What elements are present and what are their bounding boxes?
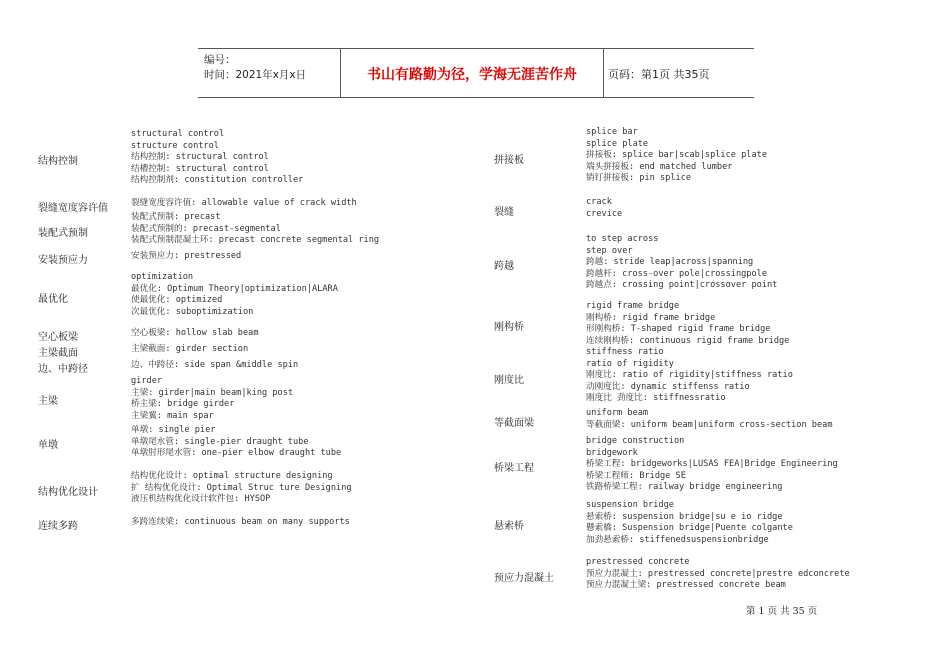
entry-term: 空心板梁: [38, 332, 78, 343]
entry-term: 最优化: [38, 294, 68, 305]
entry-defs: [586, 436, 838, 494]
entry-def: 主梁截面: girder section: [131, 344, 249, 354]
entry-def: to step across: [586, 234, 659, 244]
entry-def: 刚度比 劲度比: stiffnessratio: [586, 393, 726, 403]
entry-def: 主梁翼: main spar: [131, 410, 214, 421]
entry-def: crack: [586, 197, 612, 207]
time-label: 时间：2021年x月x日: [204, 69, 307, 81]
entry-def: 结构优化设计: optimal structure designing: [131, 471, 333, 481]
entry-term: 预应力混凝土: [494, 573, 554, 584]
entry-def: rigid frame bridge: [586, 301, 680, 311]
entry-term: 边、中跨径: [38, 364, 88, 375]
entry-def: 结槽控制: structural control: [131, 163, 269, 174]
entry-defs: [586, 127, 767, 185]
entry-def: 拼接板: splice bar|scab|splice plate: [586, 150, 767, 160]
entry-def: step over: [586, 245, 633, 256]
entry-def: 桥梁工程师: Bridge SE: [586, 470, 686, 481]
entry-term: 主梁: [38, 396, 58, 407]
entry-defs: [131, 517, 350, 529]
entry-defs: [131, 328, 259, 340]
entry-def: 单墩尾水管: single-pier draught tube: [131, 436, 309, 447]
entry-defs: [131, 360, 298, 372]
entry-term: 裂缝: [494, 207, 514, 218]
entry-def: 连续刚构桥: continuous rigid frame bridge: [586, 335, 790, 346]
entry-def: bridgework: [586, 447, 638, 458]
entry-def: 边、中跨径: side span &middle spin: [131, 360, 299, 370]
entry-def: 单墩肘形尾水管: one-pier elbow draught tube: [131, 448, 342, 458]
entry-defs: [586, 557, 850, 592]
page-label: 页码：第1页 共35页: [608, 68, 710, 81]
entry-def: 销钉拼接板: pin splice: [586, 173, 692, 183]
entry-def: 空心板梁: hollow slab beam: [131, 328, 259, 338]
header-motto-cell: [340, 49, 604, 97]
entry-defs: [586, 408, 833, 431]
entry-def: 预应力混凝土: prestressed concrete|prestre edconcrete: [586, 568, 850, 579]
entry-def: 跨越: stride leap|across|spanning: [586, 257, 754, 267]
entry-def: 懸索橋: Suspension bridge|Puente colgante: [586, 523, 793, 533]
entry-def: 跨越杆: cross-over pole|crossingpole: [586, 268, 767, 279]
header-meta-cell: [198, 49, 340, 97]
entry-term: 结构控制: [38, 156, 78, 167]
entry-def: structure control: [131, 140, 219, 151]
entry-def: 悬索桥: suspension bridge|su e io ridge: [586, 511, 783, 522]
entry-term: 等截面梁: [494, 418, 534, 429]
entry-def: 使最优化: optimized: [131, 295, 223, 305]
entry-def: 等截面梁: uniform beam|uniform cross-section beam: [586, 419, 833, 430]
entry-def: 结构控制: structural control: [131, 152, 269, 162]
entry-def: 多跨连续梁: continuous beam on many supports: [131, 517, 350, 527]
entry-def: 次最优化: suboptimization: [131, 306, 254, 317]
entry-defs: [131, 198, 357, 210]
entry-def: 单墩: single pier: [131, 425, 216, 435]
entry-defs: [131, 471, 352, 506]
entry-defs: [586, 347, 793, 405]
entry-term: 安装预应力: [38, 255, 88, 266]
entry-term: 跨越: [494, 261, 514, 272]
entry-def: 预应力混凝土梁: prestressed concrete beam: [586, 580, 786, 590]
entry-term: 刚度比: [494, 375, 524, 386]
entry-defs: [586, 197, 622, 220]
header-page-cell: [602, 49, 754, 97]
entry-defs: [131, 212, 379, 247]
entry-defs: [586, 500, 793, 546]
entry-term: 拼接板: [494, 155, 524, 166]
entry-term: 连续多跨: [38, 521, 78, 532]
entry-term: 悬索桥: [494, 521, 524, 532]
page-footer: 第 1 页 共 35 页: [746, 606, 818, 617]
entry-def: 端头拼接板: end matched lumber: [586, 161, 733, 172]
entry-def: 扩 结构优化设计: Optimal Struc ture Designing: [131, 482, 352, 493]
entry-def: 刚度比: ratio of rigidity|stiffness ratio: [586, 370, 793, 380]
entry-def: 装配式预制: precast: [131, 212, 221, 222]
entry-defs: [131, 129, 303, 187]
entry-def: 液压机结构优化设计软件包: HYSOP: [131, 494, 271, 504]
entry-def: 桥主梁: bridge girder: [131, 399, 235, 409]
entry-term: 主梁截面: [38, 348, 78, 359]
entry-term: 结构优化设计: [38, 487, 98, 498]
page-header: [198, 48, 754, 98]
entry-defs: [131, 425, 341, 460]
motto-text: 书山有路勤为径，学海无涯苦作舟: [367, 67, 577, 83]
number-label: 编号：: [204, 54, 236, 66]
entry-defs: [131, 251, 241, 263]
entry-defs: [131, 376, 293, 422]
entry-defs: [586, 301, 789, 347]
entry-def: uniform beam: [586, 408, 649, 418]
entry-def: 最优化: Optimum Theory|optimization|ALARA: [131, 283, 338, 294]
entry-def: 铁路桥梁工程: railway bridge engineering: [586, 482, 783, 492]
entry-def: crevice: [586, 208, 623, 219]
entry-def: 桥梁工程: bridgeworks|LUSAS FEA|Bridge Engineering: [586, 459, 838, 469]
entry-def: splice bar: [586, 127, 638, 137]
entry-def: ratio of rigidity: [586, 358, 674, 369]
entry-def: girder: [131, 376, 163, 386]
entry-term: 装配式预制: [38, 228, 88, 239]
entry-def: bridge construction: [586, 436, 685, 446]
entry-def: 装配式预制的: precast-segmental: [131, 223, 281, 234]
entry-def: 裂缝宽度容许值: allowable value of crack width: [131, 198, 357, 208]
entry-def: 形刚构桥: T-shaped rigid frame bridge: [586, 324, 771, 334]
entry-def: 装配式预制混凝土环: precast concrete segmental ring: [131, 235, 380, 245]
entry-def: 刚构桥: rigid frame bridge: [586, 312, 716, 323]
entry-def: structural control: [131, 129, 225, 139]
entry-term: 裂缝宽度容许值: [38, 203, 108, 214]
entry-term: 单墩: [38, 440, 58, 451]
entry-term: 刚构桥: [494, 322, 524, 333]
entry-term: 桥梁工程: [494, 463, 534, 474]
entry-def: 跨越点: crossing point|crossover point: [586, 280, 778, 290]
entry-def: 主梁: girder|main beam|king post: [131, 387, 294, 398]
entry-def: stiffness ratio: [586, 347, 664, 357]
entry-defs: [131, 344, 248, 356]
entry-defs: [131, 272, 338, 318]
entry-def: 动刚度比: dynamic stiffenss ratio: [586, 381, 750, 392]
entry-def: splice plate: [586, 138, 649, 149]
entry-defs: [586, 234, 777, 292]
entry-def: suspension bridge: [586, 500, 674, 510]
entry-def: 安装预应力: prestressed: [131, 251, 242, 261]
entry-def: optimization: [131, 272, 194, 282]
entry-def: 加劲悬索桥: stiffenedsuspensionbridge: [586, 534, 769, 545]
entry-def: 结构控制剂: constitution controller: [131, 175, 304, 185]
entry-def: prestressed concrete: [586, 557, 690, 567]
